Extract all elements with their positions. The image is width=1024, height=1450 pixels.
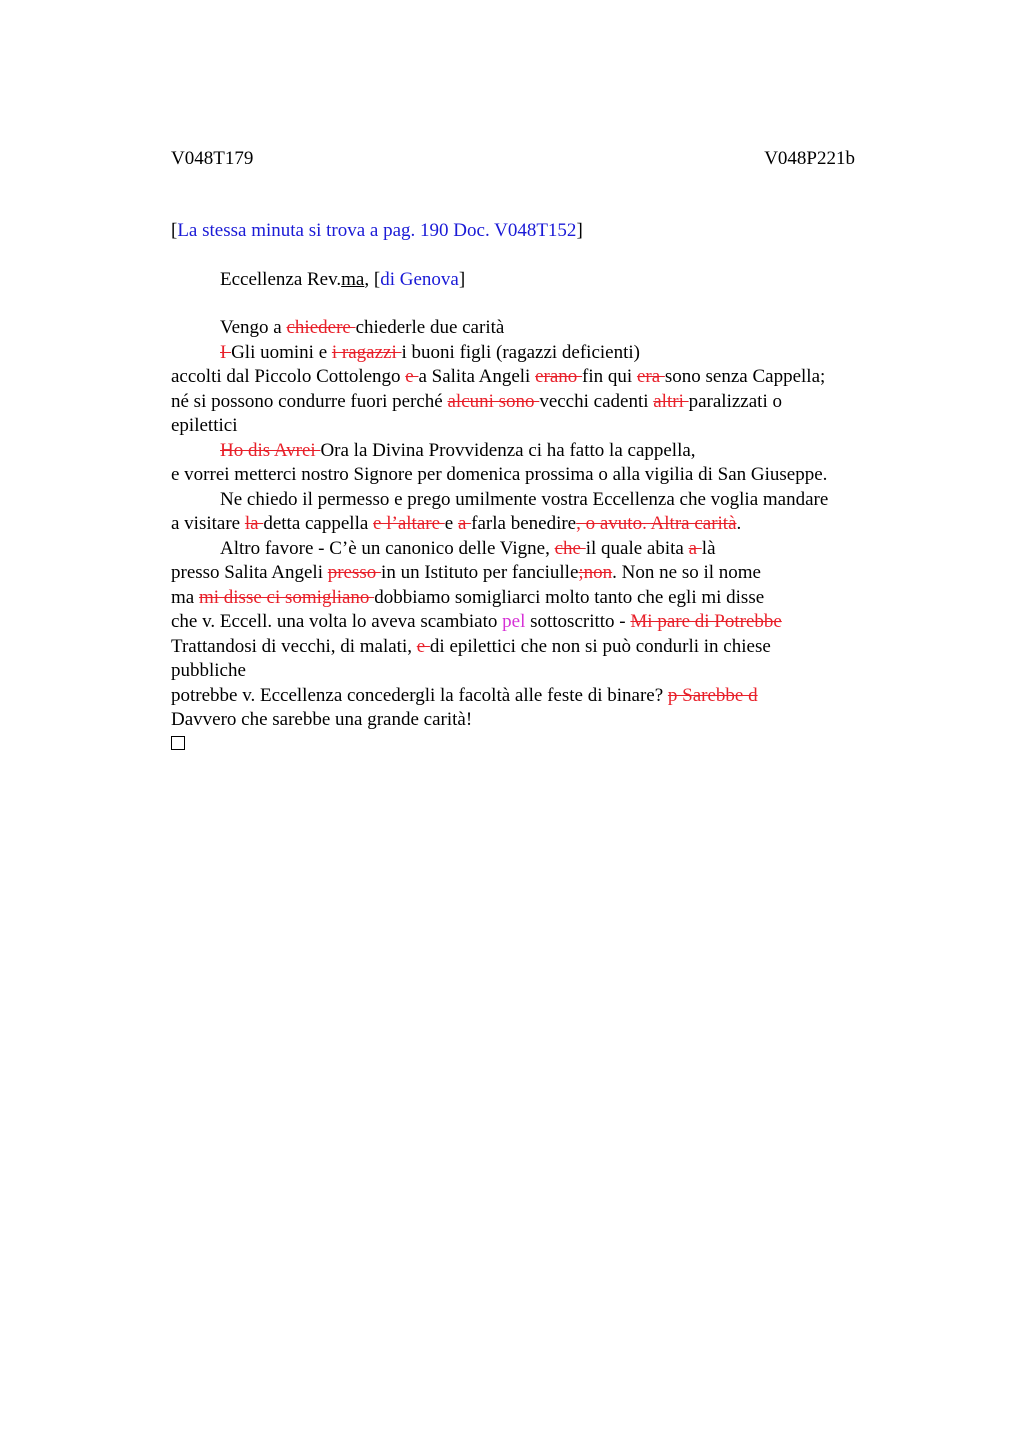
body-line (171, 512, 891, 537)
body-line (171, 463, 891, 488)
body-text: detta cappella (263, 513, 374, 534)
body-text: a Salita Angeli (418, 366, 536, 387)
body-text: il quale abita (585, 537, 689, 559)
body-text: né si possono condurre fuori perché (171, 390, 448, 412)
deleted-text: alcuni sono (447, 390, 540, 412)
body-line (171, 488, 891, 513)
salutation-abbrev: ma (341, 269, 365, 290)
deleted-text: la (244, 513, 264, 534)
body-line (171, 365, 891, 390)
deleted-text: altri (653, 390, 689, 412)
deleted-text: e (405, 366, 419, 387)
letter-body (171, 316, 891, 757)
body-text: a visitare (171, 513, 245, 534)
body-text: i buoni figli (ragazzi deficienti) (401, 341, 640, 363)
body-text: di epilettici che non si può condurli in chiese (429, 635, 771, 657)
body-line (171, 635, 891, 660)
body-text: accolti dal Piccolo Cottolengo (171, 366, 406, 387)
body-text: presso Salita Angeli (171, 562, 328, 583)
salutation-close: ] (458, 269, 466, 290)
deleted-text: erano (535, 366, 583, 387)
body-text: sono senza Cappella; (664, 366, 826, 387)
body-text: Gli uomini e (231, 341, 332, 363)
body-text: Vengo a (220, 317, 287, 338)
body-text: farla benedire (471, 513, 577, 534)
page-code: V048P221b (764, 148, 855, 169)
deleted-text: I (220, 341, 232, 363)
deleted-text: presso (327, 562, 382, 583)
body-line (171, 610, 891, 635)
deleted-text: p Sarebbe d (667, 684, 758, 706)
deleted-text: Ho dis Avrei (220, 439, 321, 461)
deleted-text: mi disse ci somigliano (198, 586, 375, 608)
body-line (171, 684, 891, 709)
end-marker (171, 733, 891, 758)
body-text: paralizzati o (688, 390, 782, 412)
deleted-text: e (416, 635, 430, 657)
deleted-text: chiedere (286, 317, 356, 338)
body-text: pubbliche (171, 660, 246, 681)
body-text: Ne chiedo il permesso e prego umilmente vostra Eccellenza che voglia mandare (220, 488, 829, 510)
body-text: . (736, 513, 742, 534)
deleted-text: ;non (578, 562, 613, 583)
body-text: potrebbe v. Eccellenza concedergli la facoltà alle feste di binare? (171, 684, 668, 706)
body-text: . Non ne so il nome (612, 562, 761, 583)
salutation-place: di Genova (380, 269, 459, 290)
body-text: là (701, 537, 716, 559)
body-text: Ora la Divina Provvidenza ci ha fatto la cappella, (320, 439, 696, 461)
note-text: La stessa minuta si trova a pag. 190 Doc. V048T152 (177, 220, 577, 241)
body-line (171, 414, 891, 439)
square-icon (171, 736, 185, 750)
body-text: epilettici (171, 415, 238, 436)
body-text: e (444, 513, 458, 534)
body-text: dobbiamo somigliarci molto tanto che egli mi disse (374, 586, 765, 608)
body-text: Davvero che sarebbe una grande carità! (171, 709, 473, 730)
body-text: fin qui (582, 366, 637, 387)
body-text: e vorrei metterci nostro Signore per domenica prossima o alla vigilia di San Giuseppe. (171, 464, 828, 485)
deleted-text: era (636, 366, 665, 387)
body-line (171, 561, 891, 586)
body-line (171, 390, 891, 415)
deleted-text: e l’altare (373, 513, 445, 534)
body-line (171, 341, 891, 366)
body-line (171, 708, 891, 733)
note-close-bracket: ] (576, 220, 583, 241)
document-code: V048T179 (171, 148, 254, 169)
deleted-text: a (457, 513, 472, 534)
body-text: che v. Eccell. una volta lo aveva scambiato (171, 611, 503, 632)
body-text: chiederle due carità (355, 317, 505, 338)
body-text: in un Istituto per fanciulle (381, 562, 579, 583)
editorial-note (171, 219, 891, 244)
body-line (171, 316, 891, 341)
highlighted-text: pel (502, 611, 526, 632)
body-text: sottoscritto - (525, 611, 631, 632)
salutation (171, 268, 891, 293)
deleted-text: a (688, 537, 702, 559)
body-line (171, 537, 891, 562)
salutation-text: Eccellenza Rev. (220, 269, 342, 290)
deleted-text: Mi pare di Potrebbe (630, 611, 782, 632)
page-header (171, 148, 855, 170)
deleted-text: i ragazzi (331, 341, 402, 363)
body-text: vecchi cadenti (539, 390, 654, 412)
body-line (171, 659, 891, 684)
deleted-text: che (554, 537, 586, 559)
body-text: Altro favore - C’è un canonico delle Vigne, (220, 537, 555, 559)
body-text: ma (171, 586, 199, 608)
body-line (171, 586, 891, 611)
note-open-bracket: [ (171, 220, 178, 241)
salutation-sep: , [ (364, 269, 381, 290)
deleted-text: , o avuto. Altra carità (576, 513, 737, 534)
body-line (171, 439, 891, 464)
body-text: Trattandosi di vecchi, di malati, (171, 635, 417, 657)
